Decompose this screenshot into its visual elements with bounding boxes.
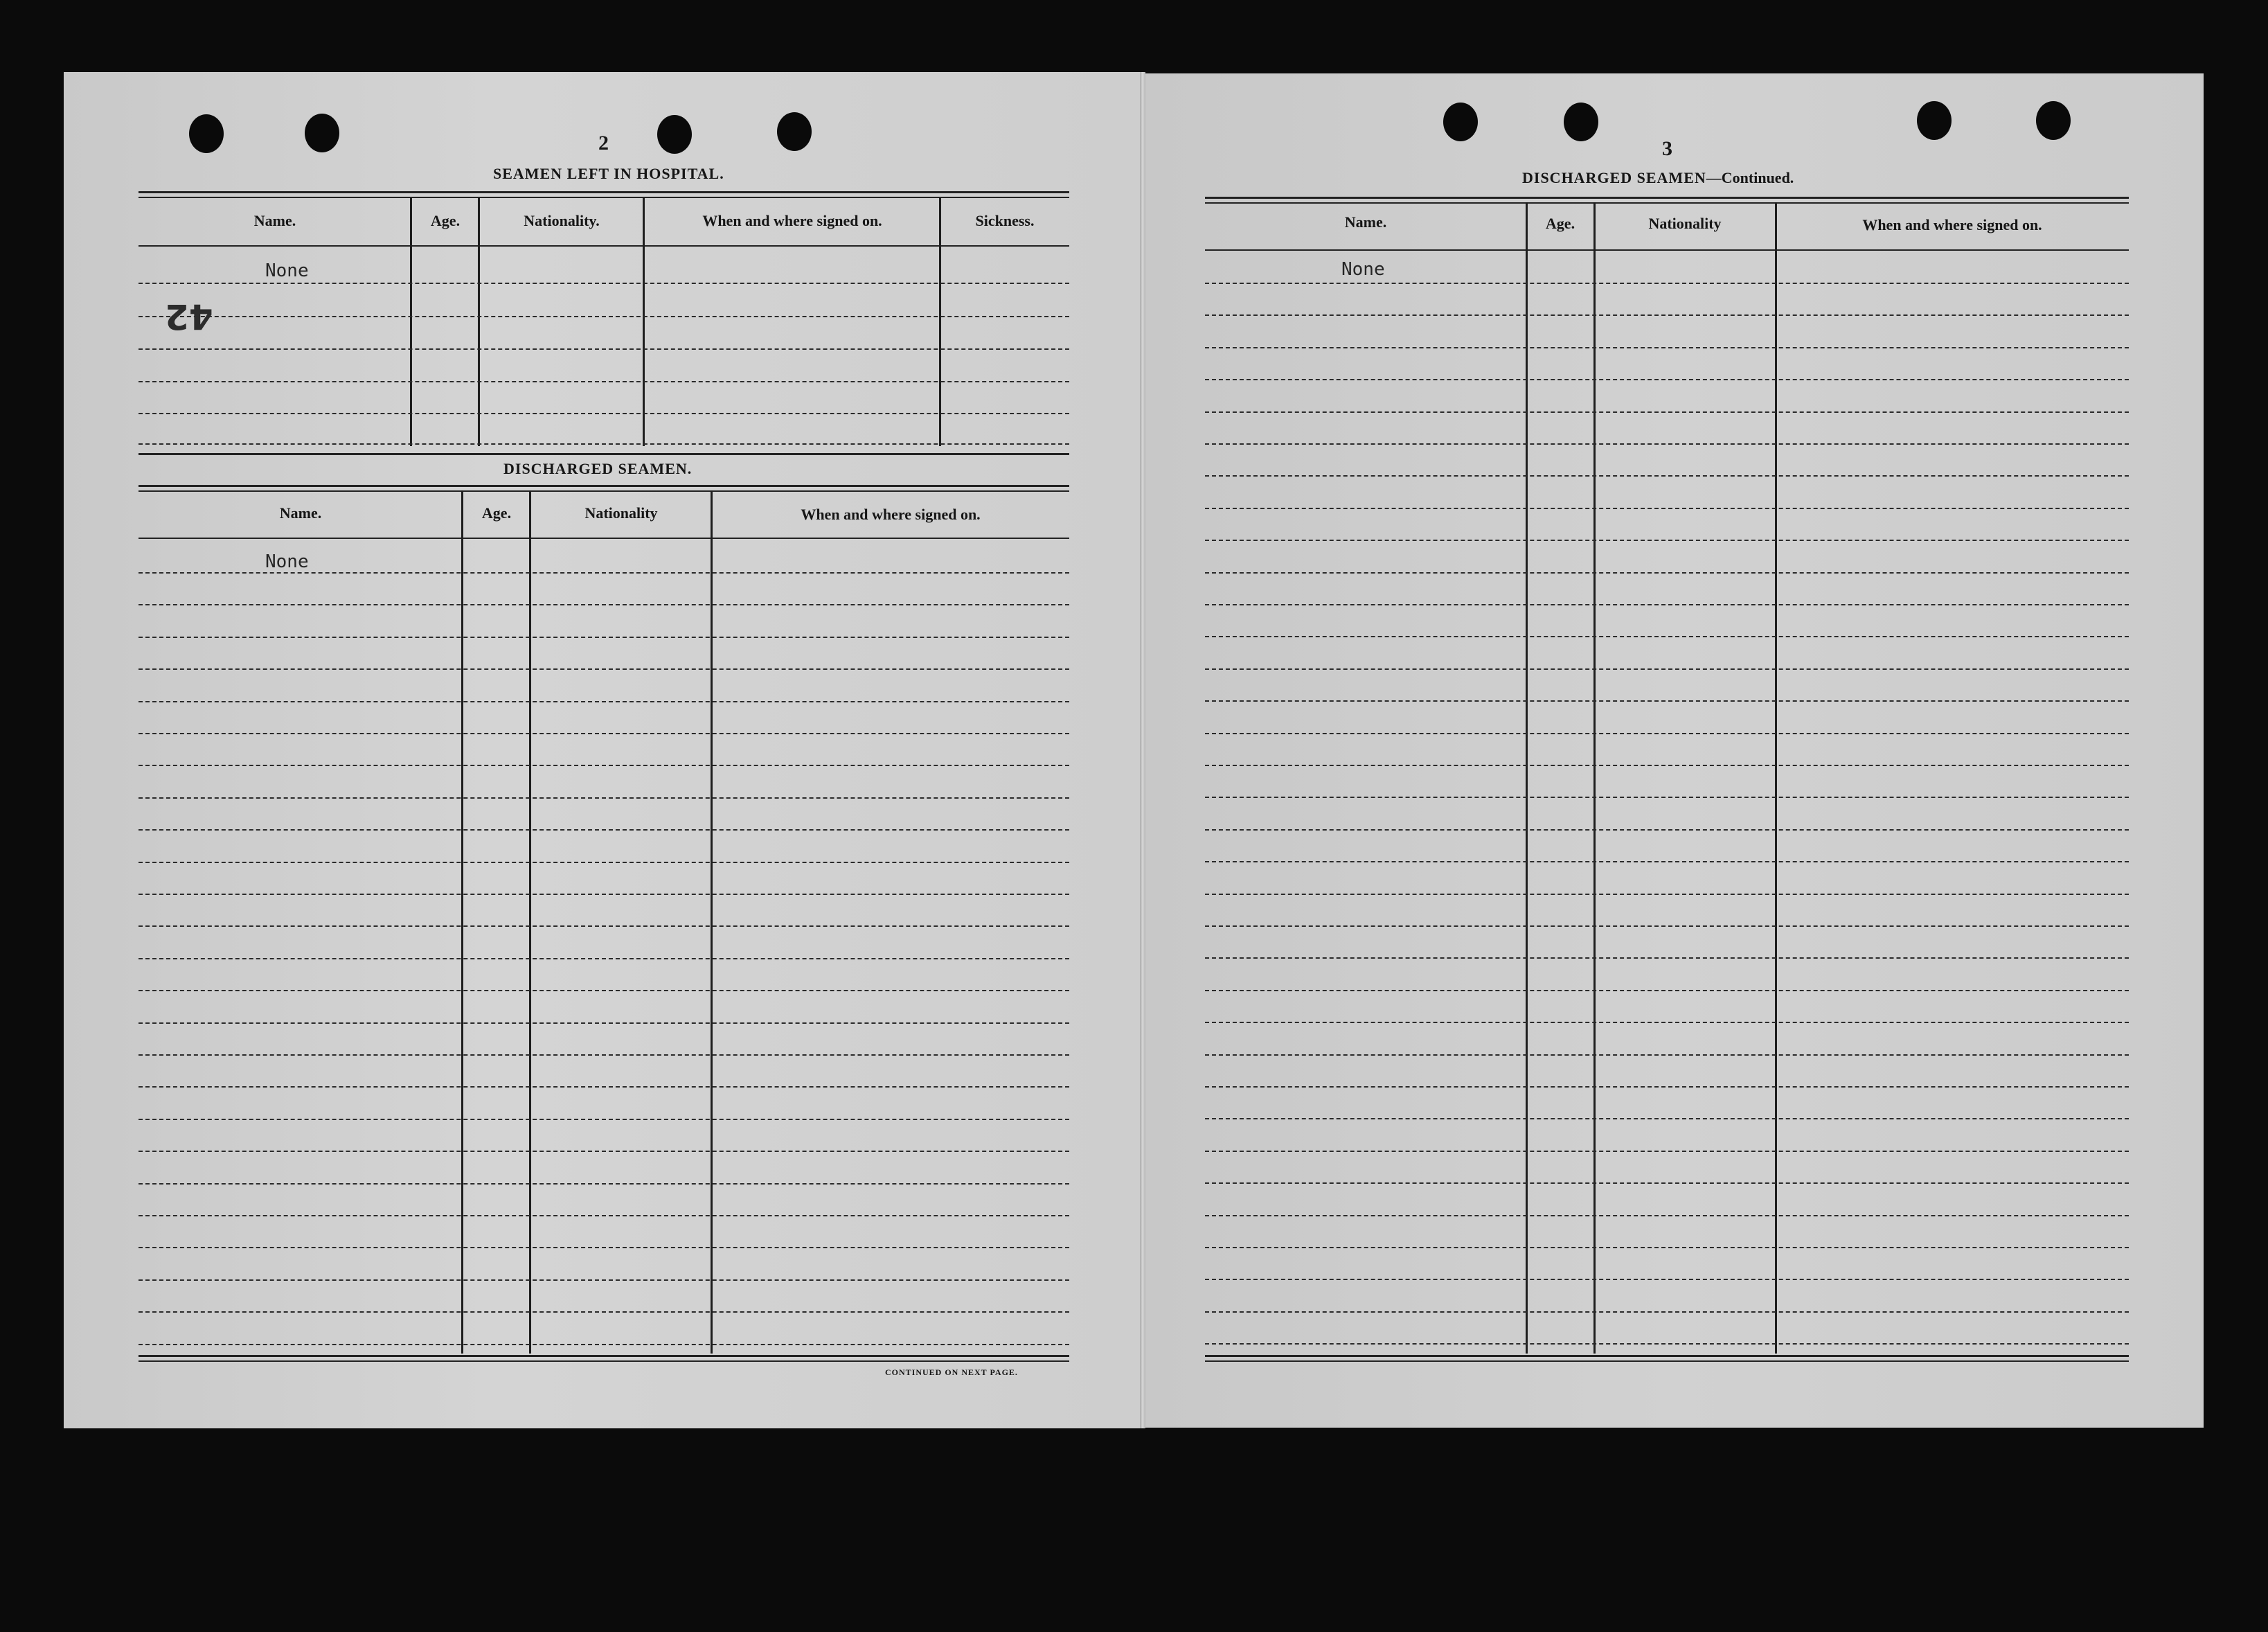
ruled-line [1205, 1343, 2129, 1345]
column-divider [461, 490, 463, 1354]
ruled-line [1205, 668, 2129, 670]
ruled-line [1205, 1182, 2129, 1184]
ruled-line [139, 1247, 1069, 1248]
ruled-line [1205, 765, 2129, 766]
ruled-line [1205, 1279, 2129, 1280]
column-header: When and where signed on. [801, 506, 981, 523]
column-header: Name. [279, 504, 322, 522]
ruled-line [1205, 540, 2129, 541]
ruled-line [139, 990, 1069, 991]
column-divider [1775, 202, 1777, 1354]
ruled-line [139, 1344, 1069, 1345]
ruled-line [139, 894, 1069, 895]
table-rule [139, 485, 1069, 487]
ruled-line [139, 733, 1069, 734]
ruled-line [1205, 411, 2129, 413]
hospital-section-title: SEAMEN LEFT IN HOSPITAL. [493, 165, 724, 182]
ruled-line [139, 925, 1069, 927]
punch-hole [777, 112, 812, 151]
ruled-line [139, 797, 1069, 799]
ruled-line [1205, 925, 2129, 927]
continued-section-title: DISCHARGED SEAMEN—Continued. [1522, 169, 1794, 186]
table-rule [1205, 1355, 2129, 1357]
column-header: Name. [1344, 213, 1387, 231]
ruled-line [1205, 475, 2129, 477]
ruled-line [1205, 1311, 2129, 1313]
ruled-line [139, 1311, 1069, 1313]
ruled-line [1205, 1086, 2129, 1088]
column-divider [643, 197, 645, 446]
ruled-line [139, 1022, 1069, 1024]
margin-mark: 42 [165, 296, 213, 337]
column-header: Age. [481, 504, 512, 522]
table-rule [139, 490, 1069, 492]
ruled-line [1205, 636, 2129, 637]
ruled-line [139, 604, 1069, 605]
column-divider [410, 197, 412, 446]
column-header: When and where signed on. [1862, 216, 2042, 233]
ruled-line [139, 413, 1069, 414]
ruled-line [139, 1086, 1069, 1088]
ruled-line [139, 1119, 1069, 1120]
column-header: Name. [253, 212, 296, 229]
column-header: Nationality. [524, 212, 600, 229]
punch-hole [1917, 101, 1952, 140]
ruled-line [1205, 1247, 2129, 1248]
ruled-line [139, 1151, 1069, 1152]
ruled-line [1205, 829, 2129, 831]
ruled-line [1205, 957, 2129, 959]
table-rule [1205, 1360, 2129, 1362]
table-rule [139, 1360, 1069, 1362]
ruled-line [139, 637, 1069, 638]
ruled-line [139, 1054, 1069, 1056]
ruled-line [1205, 604, 2129, 605]
column-divider [478, 197, 480, 446]
left-page [64, 72, 1145, 1428]
ruled-line [1205, 1118, 2129, 1119]
ruled-line [1205, 894, 2129, 895]
ruled-line [1205, 379, 2129, 380]
column-divider [939, 197, 941, 446]
right-page [1143, 73, 2204, 1428]
punch-hole [1443, 103, 1478, 141]
punch-hole [305, 114, 339, 152]
ruled-line [1205, 508, 2129, 509]
page-number: 2 [598, 132, 609, 154]
ruled-line [139, 381, 1069, 382]
ruled-line [1205, 733, 2129, 734]
column-header: When and where signed on. [702, 212, 882, 229]
ruled-line [139, 829, 1069, 831]
punch-hole [189, 114, 224, 153]
table-rule [139, 1355, 1069, 1357]
punch-hole [657, 115, 692, 154]
column-header: Sickness. [975, 212, 1035, 229]
continued-note: CONTINUED ON NEXT PAGE. [885, 1367, 1018, 1377]
ruled-line [139, 348, 1069, 350]
ruled-line [139, 1183, 1069, 1185]
column-header: Age. [1545, 215, 1575, 232]
ruled-line [139, 316, 1069, 317]
ruled-line [1205, 797, 2129, 798]
ruled-line [1205, 700, 2129, 702]
ruled-line [139, 443, 1069, 445]
column-divider [1526, 202, 1528, 1354]
ruled-line [1205, 572, 2129, 574]
table-rule [139, 538, 1069, 539]
column-divider [529, 490, 531, 1354]
column-header: Nationality [584, 504, 658, 522]
table-rule [139, 191, 1069, 193]
table-rule [1205, 202, 2129, 204]
continued-entry: None [1341, 259, 1385, 280]
ruled-line [1205, 1215, 2129, 1216]
ruled-line [1205, 861, 2129, 862]
table-rule [1205, 197, 2129, 199]
table-rule [1205, 249, 2129, 251]
punch-hole [1564, 103, 1598, 141]
ruled-line [139, 668, 1069, 670]
page-fold [1140, 72, 1145, 1428]
ruled-line [139, 862, 1069, 863]
ruled-line [139, 572, 1069, 574]
column-header: Nationality [1648, 215, 1722, 232]
ruled-line [139, 1279, 1069, 1281]
column-divider [711, 490, 713, 1354]
ruled-line [139, 765, 1069, 766]
ruled-line [1205, 347, 2129, 348]
ruled-line [139, 958, 1069, 959]
table-rule [139, 453, 1069, 455]
ruled-line [1205, 443, 2129, 445]
ruled-line [1205, 1151, 2129, 1152]
discharged-entry: None [265, 551, 309, 572]
ruled-line [1205, 1054, 2129, 1056]
hospital-entry: None [265, 260, 309, 281]
discharged-section-title: DISCHARGED SEAMEN. [503, 460, 693, 477]
table-rule [139, 245, 1069, 247]
page-number: 3 [1662, 137, 1672, 160]
column-divider [1593, 202, 1596, 1354]
table-rule [139, 197, 1069, 198]
ruled-line [139, 283, 1069, 284]
column-header: Age. [430, 212, 461, 229]
ruled-line [139, 701, 1069, 702]
ruled-line [1205, 1022, 2129, 1023]
ruled-line [1205, 314, 2129, 316]
ruled-line [1205, 990, 2129, 991]
ruled-line [1205, 283, 2129, 284]
ruled-line [139, 1215, 1069, 1216]
punch-hole [2036, 101, 2071, 140]
